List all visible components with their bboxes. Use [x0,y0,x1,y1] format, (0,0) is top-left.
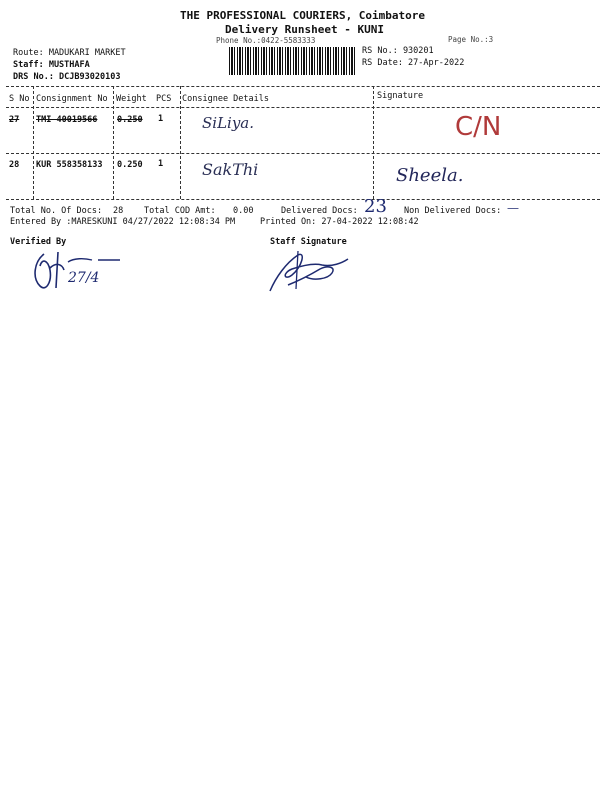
header-consignee: Consignee Details [182,94,269,104]
printed-on: Printed On: 27-04-2022 12:08:42 [260,217,419,227]
drs-number: DRS No.: DCJB93020103 [13,72,121,82]
entered-by: Entered By :MARESKUNI 04/27/2022 12:08:34 PM [10,217,236,227]
route-label: Route: MADUKARI MARKET [13,48,126,58]
phone-number: Phone No.:0422-5583333 [216,36,316,45]
row-pcs: 1 [158,159,164,169]
row-consignment: TMI 40019566 [36,115,98,125]
rs-date: RS Date: 27-Apr-2022 [362,58,465,68]
verified-by-label: Verified By [10,237,67,247]
staff-label: Staff: MUSTHAFA [13,60,90,70]
non-delivered-label: Non Delivered Docs: [404,206,502,216]
header-sno: S No [9,94,30,104]
row-pcs: 1 [158,114,164,124]
col-divider [33,86,34,199]
col-divider [180,86,181,199]
delivered-value-handwritten: 23 [364,196,387,217]
header-divider [6,107,600,108]
row-signature-handwritten: Sheela. [396,165,464,186]
header-consignment: Consignment No [36,94,108,104]
cod-value: 0.00 [233,206,254,216]
staff-signature-mark [262,245,352,297]
table-top-border [6,86,600,87]
header-pcs: PCS [156,94,172,104]
row-divider [6,153,600,154]
delivered-label: Delivered Docs: [281,206,358,216]
header-weight: Weight [116,94,147,104]
row-signature-handwritten: C/N [455,112,502,142]
total-docs-label: Total No. Of Docs: [10,206,103,216]
barcode [229,47,357,75]
row-weight: 0.250 [117,160,143,170]
verified-signature-mark [28,248,128,296]
row-sno: 28 [9,160,20,170]
table-bottom-border [6,199,600,200]
row-consignee-handwritten: SakThi [202,160,259,179]
row-sno: 27 [9,115,20,125]
row-weight: 0.250 [117,115,143,125]
verified-signature-text: 27/4 [68,270,100,286]
row-consignment: KUR 558358133 [36,160,103,170]
cod-label: Total COD Amt: [144,206,216,216]
staff-signature-label: Staff Signature [270,237,347,247]
page-number: Page No.:3 [448,35,494,44]
rs-number: RS No.: 930201 [362,46,434,56]
total-docs-value: 28 [113,206,124,216]
non-delivered-value-handwritten: — [507,201,519,215]
header-signature: Signature [377,91,424,101]
col-divider [113,86,114,199]
col-divider [373,86,374,199]
company-name: THE PROFESSIONAL COURIERS, Coimbatore [180,9,426,22]
row-consignee-handwritten: SiLiya. [202,114,255,132]
runsheet-title: Delivery Runsheet - KUNI [225,23,384,36]
